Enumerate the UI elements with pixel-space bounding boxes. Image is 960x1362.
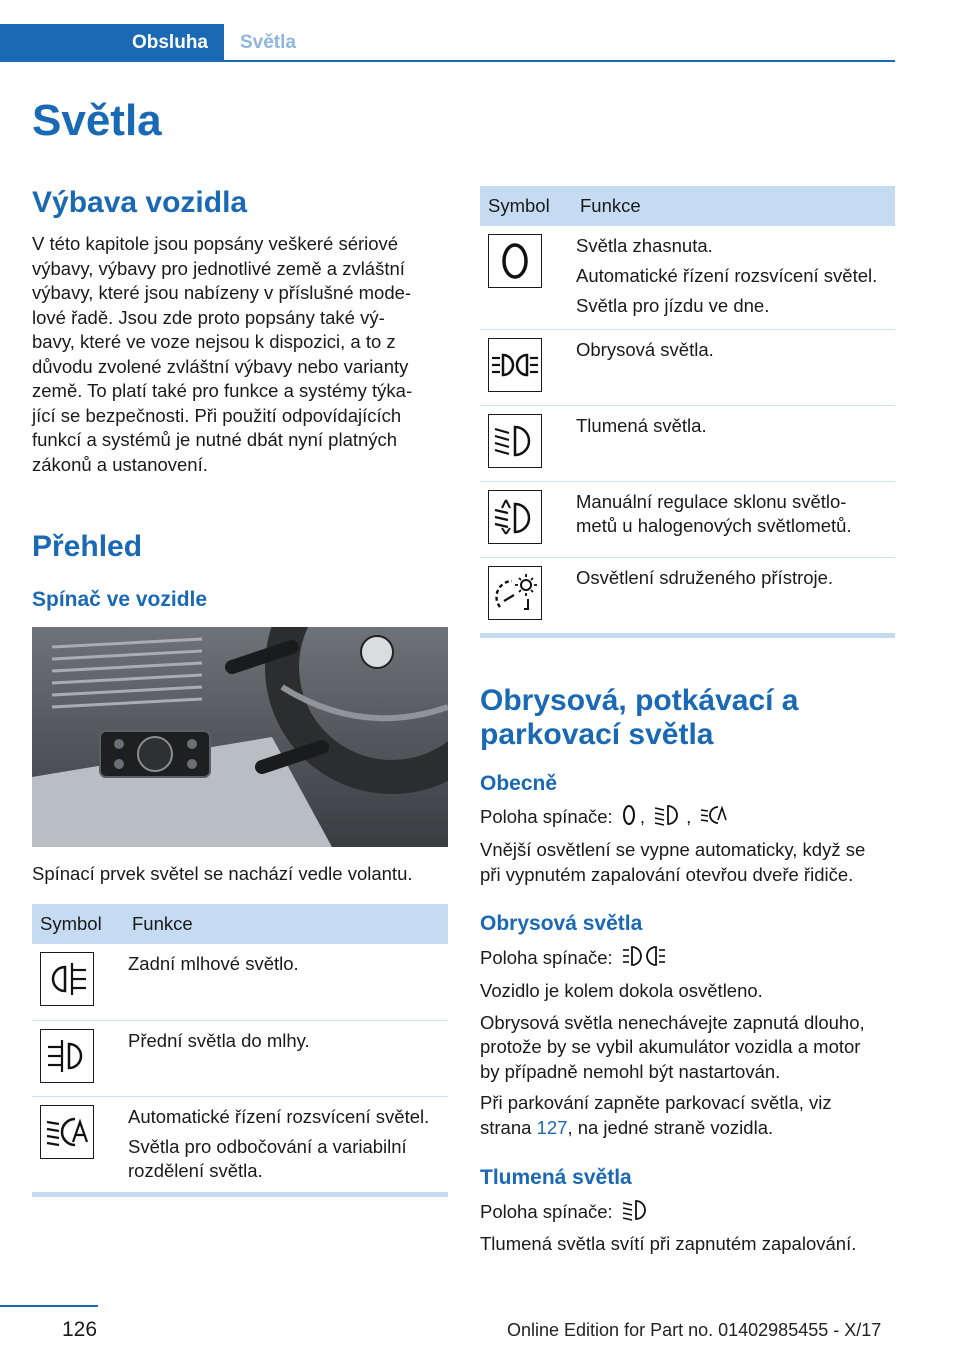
- zero-position-icon: [622, 804, 636, 833]
- col-header-function: Funkce: [124, 904, 448, 944]
- table-end-rule: [32, 1192, 448, 1197]
- section-heading-obrysova: Obrysová, potkávací a parkovací světla: [480, 684, 799, 751]
- table-row: Osvětlení sdruženého přístroje.: [480, 557, 895, 633]
- switch-position-line: Poloha spínače:: [480, 1199, 654, 1228]
- subheading-spinac: Spínač ve vozidle: [32, 588, 208, 611]
- table-row: Automatické řízení rozsvícení světel. Světla pro odbočování a variabilní rozdělení světla.: [32, 1096, 448, 1196]
- section-heading-vybava: Výbava vozidla: [32, 186, 248, 219]
- rear-fog-light-icon: [40, 952, 94, 1006]
- light-switch-photo: [32, 627, 448, 847]
- lowbeam-body: Tlumená světla svítí při zapnutém zapalování.: [480, 1233, 857, 1254]
- parking-lights-icon: [488, 338, 542, 392]
- subheading-tlumena-svetla: Tlumená světla: [480, 1166, 632, 1189]
- switch-position-line: Poloha spínače:: [480, 945, 670, 974]
- zero-position-icon: [488, 234, 542, 288]
- tab-obsluha[interactable]: Obsluha: [0, 24, 224, 62]
- table-row: Tlumená světla.: [480, 405, 895, 481]
- section-body-vybava: V této kapitole jsou popsány veškeré sériové výbavy, výbavy pro jednotlivé země a zvláštní výbavy, které jsou nabízeny v příslušné mode‐ lové řadě. Jsou zde proto popsány také vý‐ bavy, které ve voze nejsou k dispozici, a to z důvodu zvolené zvláštní výbavy nebo varianty země. To platí také pro funkce a systémy týka‐ jící se bezpečnosti. Při použití odpovídajících funkcí a systémů je nutné dbát nyní platných zákonů a ustanovení.: [32, 233, 413, 475]
- table-row: Přední světla do mlhy.: [32, 1020, 448, 1096]
- col-header-function: Funkce: [572, 186, 895, 226]
- page-number: 126: [62, 1318, 98, 1341]
- low-beam-icon: [654, 804, 682, 833]
- col-header-symbol: Symbol: [32, 904, 124, 944]
- table-row: Obrysová světla.: [480, 329, 895, 405]
- symbol-table-left: [32, 904, 448, 1196]
- instrument-lighting-icon: [488, 566, 542, 620]
- headlight-range-control-icon: [488, 490, 542, 544]
- automatic-headlight-icon: [40, 1105, 94, 1159]
- section-heading-prehled: Přehled: [32, 530, 143, 563]
- footer-rule: [0, 1305, 98, 1307]
- table-row: Světla zhasnuta. Automatické řízení rozsvícení světel. Světla pro jízdu ve dne.: [480, 226, 895, 329]
- subheading-obrysova-svetla: Obrysová světla: [480, 912, 643, 935]
- symbol-table-right: [480, 186, 895, 633]
- table-end-rule: [480, 633, 895, 638]
- front-fog-light-icon: [40, 1029, 94, 1083]
- header-rule: [224, 60, 895, 62]
- table-row: Manuální regulace sklonu světlo‐ metů u halogenových světlometů.: [480, 481, 895, 557]
- automatic-headlight-icon: [700, 804, 728, 833]
- tab-svetla[interactable]: Světla: [240, 32, 296, 53]
- switch-position-line: Poloha spínače: , ,: [480, 804, 732, 833]
- edition-text: Online Edition for Part no. 01402985455 - X/17: [507, 1320, 882, 1340]
- page-link-127[interactable]: 127: [536, 1116, 568, 1138]
- general-body: Vnější osvětlení se vypne automaticky, když se při vypnutém zapalování otevřou dveře řidiče.: [480, 839, 866, 885]
- parking-body: Vozidlo je kolem dokola osvětleno. Obrysová světla nenechávejte zapnutá dlouho, protože by se vybil akumulátor vozidla a motor by případně nemohl být nastartován. Při parkování zapněte parkovací světla, viz strana 127, na jedné straně vozidla.: [480, 980, 865, 1138]
- table-row: Zadní mlhové světlo.: [32, 944, 448, 1020]
- subheading-obecne: Obecně: [480, 772, 558, 795]
- photo-caption: Spínací prvek světel se nachází vedle volantu.: [32, 863, 413, 884]
- page-title: Světla: [32, 96, 162, 145]
- low-beam-icon: [622, 1199, 650, 1228]
- col-header-symbol: Symbol: [480, 186, 572, 226]
- low-beam-icon: [488, 414, 542, 468]
- parking-lights-icon: [622, 945, 666, 974]
